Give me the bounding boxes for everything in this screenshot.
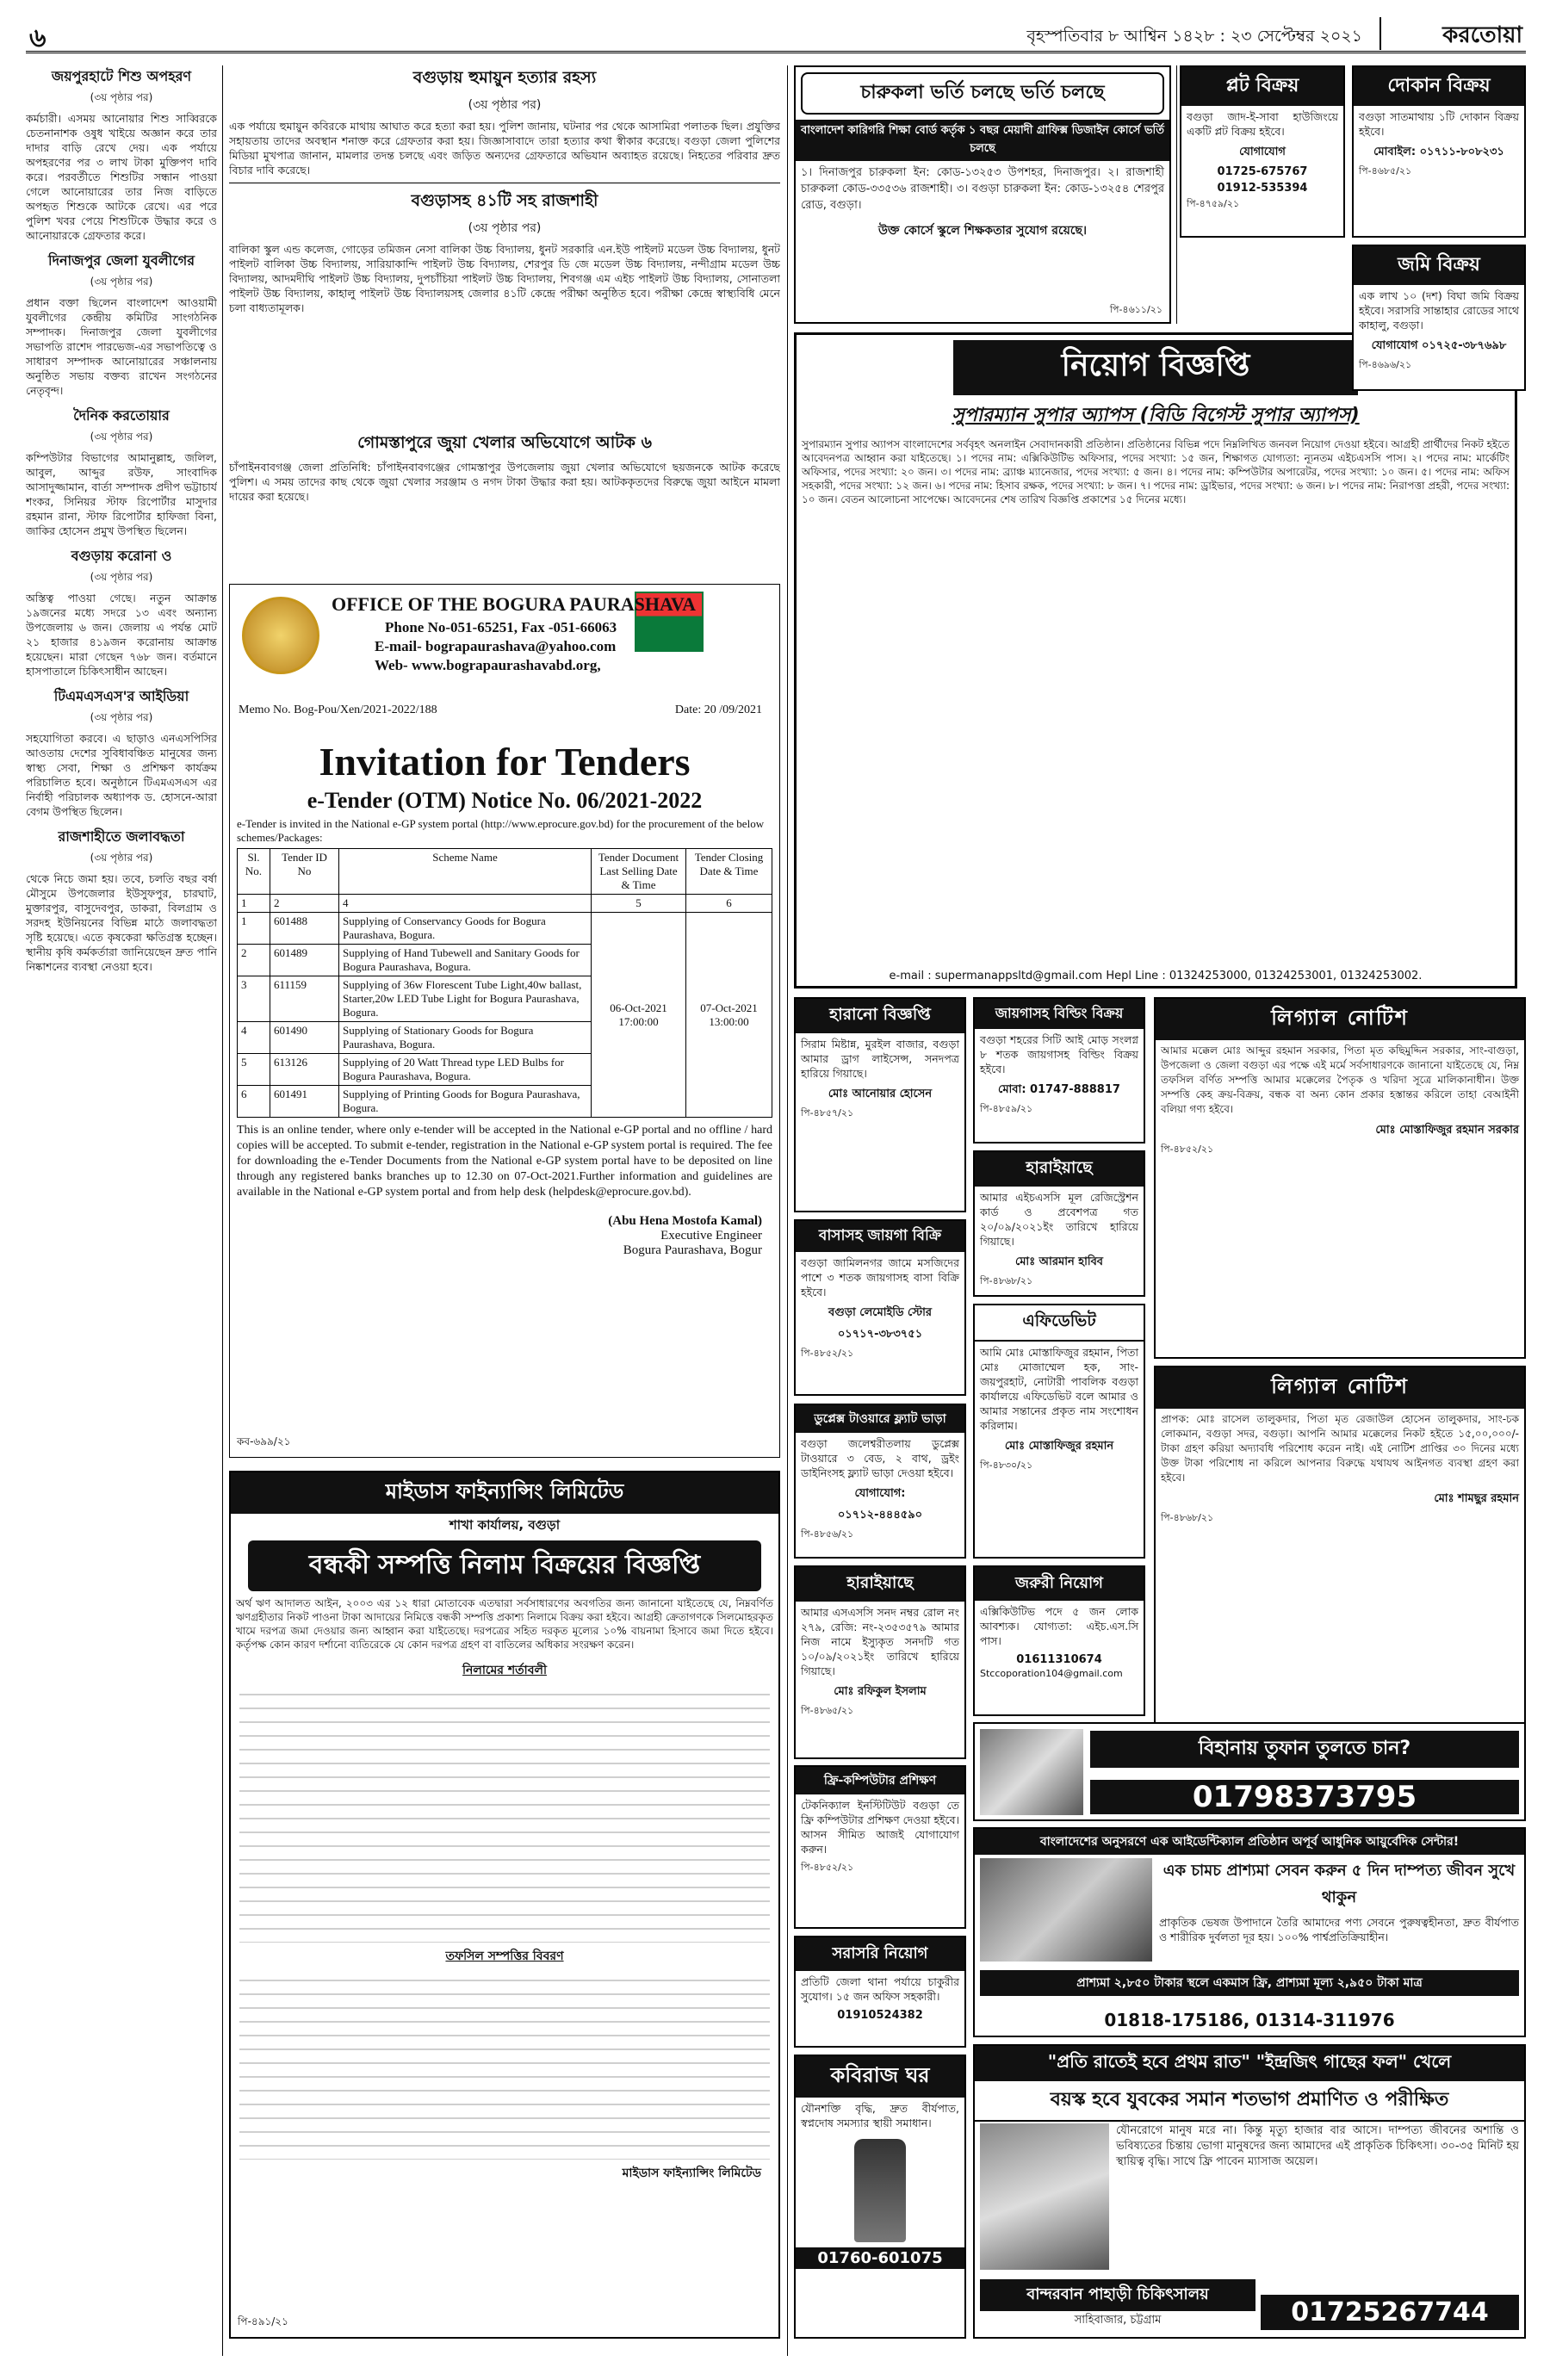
col-number: 1: [238, 895, 270, 913]
ad-code: পি-৪৮৬৫/২১: [801, 1705, 854, 1716]
ad-body: আমার এসএসসি সনদ নম্বর রোল নং ২৭৯, রেজি: নং-২৩৫৩৫৭৯ আমার নিজ নামে ইস্যুকৃত সনদটি গত ১০/০৯/২০২১ইং তারিখে হারিয়ে গিয়াছে।: [801, 1606, 959, 1677]
news-article: [26, 405, 217, 538]
indrajit-ad: [973, 2044, 1526, 2339]
ad-code: পি-৪৮৬৮/২১: [1161, 1512, 1214, 1523]
ad-title: জায়গাসহ বিল্ডিং বিক্রয়: [975, 999, 1144, 1029]
article-headline: দিনাজপুর জেলা যুবলীগের: [48, 252, 195, 269]
auction-branch: শাখা কার্যালয়, বগুড়া: [449, 1517, 561, 1533]
news-article: [26, 250, 217, 398]
auction-terms: [231, 1681, 778, 1946]
article-body: প্রধান বক্তা ছিলেন বাংলাদেশ আওয়ামী যুবলীগের কেন্দ্রীয় কমিটির সাংগঠনিক সম্পাদক। দিনাজপুর জেলা যুবলীগের সভাপতি রাশেদ পারভেজ-এর সভাপতিত্বে ও সাধারণ সম্পাদক আনোয়ারের সঞ্চালনায় অনুষ্ঠিত সভায় বক্তব্য রাখেন সংগঠনের নেতৃবৃন্দ।: [26, 296, 217, 397]
health-ad: [973, 1722, 1526, 1821]
cell-scheme: Supplying of Printing Goods for Bogura Paurashava, Bogura.: [339, 1086, 592, 1118]
news-article: [26, 685, 217, 819]
charukola-body: ১। দিনাজপুর চারুকলা ইন: কোড-১৩২৫৩ উপশহর, দিনাজপুর। ২। রাজশাহী চারুকলা কোড-৩৩৫৩৬ রাজশাহী। ৩। বগুড়া চারুকলা ইন: কোড-১৩২৫৪ শেরপুর রোড, বগুড়া।: [801, 166, 1164, 212]
column-divider: [1176, 65, 1177, 324]
phone-number: 01725267744: [1261, 2295, 1519, 2330]
article-body: এক পর্যায়ে হুমায়ুন কবিরকে মাথায় আঘাত করে হত্যা করা হয়। পুলিশ জানায়, ঘটনার পর থেকে আসামিরা পলাতক ছিল। প্রযুক্তির সহায়তায় তাদের অবস্থান শনাক্ত করে গ্রেফতার করা হয়। জিজ্ঞাসাবাদে তারা হত্যার কথা স্বীকার করেছে। বগুড়া জেলা পুলিশের মিডিয়া মুখপাত্র জানান, মামলার তদন্ত চলছে এবং জড়িত অন্যদের গ্রেফতারে অভিযান অব্যাহত রয়েছে। নিহতের পরিবার দ্রুত বিচার দাবি করেছে।: [229, 120, 780, 177]
phone-number: 01611310674: [1016, 1653, 1102, 1666]
tender-footer: This is an online tender, where only e-tender will be accepted in the National e-GP portal and no offline / hard copies will be accepted. To submit e-tender, registration in the National e-GP system portal is required. The fee for downloading the e-Tender Documents from the National e-GP system portal have to be deposited on line through any registered banks branches up to 12.30 on 07-Oct-2021.Further information and guidelines are available in the National e-GP system portal and from help desk (helpdesk@eprocure.gov.bd).: [237, 1124, 772, 1199]
article-sub: (৩য় পৃষ্ঠার পর): [90, 431, 153, 443]
house-sale-ad: [794, 1219, 966, 1396]
ad-title: জমি বিক্রয়: [1354, 246, 1524, 285]
ad-code: পি-৪৮৫২/২১: [1161, 1144, 1214, 1155]
job-circular-ad: [794, 332, 1517, 989]
footer-address: সাহিবাজার, চট্টগ্রাম: [1074, 2314, 1162, 2327]
ad-photo: [980, 1729, 1083, 1815]
col-header: Tender Closing Date & Time: [686, 849, 772, 895]
ad-signer: মোঃ আনোয়ার হোসেন: [828, 1088, 933, 1100]
phone-number: 01910524382: [837, 2009, 923, 2022]
legal-notice: [1154, 1366, 1526, 1726]
lost-notice: [794, 997, 966, 1212]
tender-signer-office: Bogura Paurashava, Bogur: [623, 1243, 762, 1257]
ad-code: পি-৪৮৩০/২১: [980, 1460, 1033, 1471]
article-headline: জয়পুরহাটে শিশু অপহরণ: [51, 68, 192, 84]
ad-title: হারাইয়াছে: [796, 1567, 964, 1602]
cell-sl: 3: [238, 976, 270, 1022]
ad-title: হারাইয়াছে: [975, 1152, 1144, 1187]
ad-contact: বগুড়া লেমোইডি স্টোর: [828, 1306, 933, 1319]
ad-body: যৌনরোগে মানুষ মরে না। কিন্তু মৃত্যু হাজার বার আসে। দাম্পত্য জীবনের অশান্তি ও ভবিষ্যতের চিন্তায় ভোগা মানুষদের জন্য আমাদের এই প্রাকৃতিক চিকিৎসা। ৩০-৩৫ মিনিট হয় স্থায়িত্ব বৃদ্ধি। সাথে ফ্রি পাবেন ম্যাসাজ অয়েল।: [1116, 2124, 1519, 2168]
middle-news-column: [229, 65, 780, 427]
ad-code: পি-৪৯১/২১: [238, 2315, 288, 2327]
kabiraj-ad: [794, 2055, 966, 2339]
land-sale-ad: [1352, 245, 1526, 391]
ad-title: জরুরী নিয়োগ: [975, 1567, 1144, 1601]
col-header: Tender ID No: [270, 849, 339, 895]
auction-terms-title: নিলামের শর্তাবলী: [462, 1664, 547, 1677]
phone-number: যোগাযোগ ০১৭২৫-৩৮৭৬৯৮: [1371, 339, 1507, 352]
ad-title: প্লট বিক্রয়: [1181, 67, 1343, 106]
ad-title: "প্রতি রাতেই হবে প্রথম রাত" "ইন্দ্রজিৎ গাছের ফল" খেলে: [975, 2046, 1524, 2081]
col-number: 2: [270, 895, 339, 913]
ad-price: প্রাশ্যমা ২,৮৫০ টাকার স্থলে একমাস ফ্রি, প্রাশ্যমা মূল্য ২,৯৫০ টাকা মাত্র: [980, 1970, 1519, 1996]
ad-title: বাসাসহ জায়গা বিক্রি: [796, 1221, 964, 1252]
phone-number: 01725-675767: [1217, 165, 1308, 178]
ad-code: পি-৪৮৬৮/২১: [980, 1275, 1033, 1286]
ad-code: পি-৪৮৫২/২১: [801, 1348, 854, 1359]
phone-number: 01818-175186, 01314-311976: [1104, 2010, 1395, 2030]
phone-number: মোবা: 01747-888817: [998, 1083, 1120, 1096]
cell-scheme: Supplying of Hand Tubewell and Sanitary Goods for Bogura Paurashava, Bogura.: [339, 945, 592, 976]
auction-property-title: তফসিল সম্পত্তির বিবরণ: [445, 1949, 564, 1963]
ad-body: বগুড়া সাতমাথায় ১টি দোকান বিক্রয় হইবে।: [1359, 110, 1519, 138]
phone-number: ০১৭১৭-৩৮৩৭৫১: [837, 1328, 923, 1341]
article-headline: দৈনিক করতোয়ার: [73, 407, 170, 424]
tender-intro: e-Tender is invited in the National e-GP system portal (http://www.eprocure.gov.bd) for the procurement of the below schemes/Packages:: [237, 817, 765, 844]
tender-date: Date: 20 /09/2021: [674, 703, 762, 716]
ad-title: ডুপ্লেক্স টাওয়ারে ফ্ল্যাট ভাড়া: [796, 1405, 964, 1433]
left-news-column: [26, 65, 217, 2356]
ad-code: পি-৪৬৮৫/২১: [1359, 165, 1412, 177]
article-body: বালিকা স্কুল এন্ড কলেজ, গোড়ের তমিজন নেসা বালিকা উচ্চ বিদ্যালয়, ধুনট সরকারি এন.ইউ পাইলট মডেল উচ্চ বিদ্যালয়, ধুনট পাইলট বালিকা উচ্চ বিদ্যালয়, সারিয়াকান্দি পাইলট উচ্চ বিদ্যালয়, শেরপুর ডি জে মডেল উচ্চ বিদ্যালয়, নন্দীগ্রাম মডেল উচ্চ বিদ্যালয়, আদমদীঘি পাইলট উচ্চ বিদ্যালয়, দুপচাঁচিয়া পাইলট উচ্চ বিদ্যালয়, শিবগঞ্জ এম এইচ পাইলট উচ্চ বিদ্যালয়, সোনাতলা পাইলট উচ্চ বিদ্যালয়, কাহালু পাইলট উচ্চ বিদ্যালয়সহ জেলার ৪১টি কেন্দ্রে পরীক্ষা অনুষ্ঠিত হবে। পরীক্ষা কেন্দ্রে স্বাস্থ্যবিধি মেনে চলা বাধ্যতামূলক।: [229, 243, 780, 314]
ad-body: টেকনিক্যাল ইনস্টিটিউট বগুড়া তে ফ্রি কম্পিউটার প্রশিক্ষণ দেওয়া হইবে। আসন সীমিত আজই যোগাযোগ করুন।: [801, 1799, 959, 1856]
cell-id: 601490: [270, 1022, 339, 1054]
page-number: ৬: [29, 23, 46, 53]
gambling-news: [229, 431, 780, 577]
article-sub: (৩য় পৃষ্ঠার পর): [90, 91, 153, 103]
article-headline: বগুড়ায় হুমায়ুন হত্যার রহস্য: [412, 68, 597, 87]
charukola-title: চারুকলা ভর্তি চলছে ভর্তি চলছে: [801, 72, 1164, 115]
job-email: e-mail : supermanappsltd@gmail.com Hepl Line : 01324253000, 01324253001, 01324253002.: [889, 970, 1423, 982]
tender-office: OFFICE OF THE BOGURA PAURASHAVA: [332, 593, 696, 615]
column-divider: [787, 65, 788, 2356]
col-number: 5: [592, 895, 686, 913]
column-divider: [222, 65, 223, 2356]
ad-contact-label: যোগাযোগ:: [854, 1487, 906, 1500]
ad-body: আমার এইচএসসি মূল রেজিস্ট্রেশন কার্ড ও প্রবেশপত্র গত ২০/০৯/২০২১ইং তারিখে হারিয়ে গিয়াছে।: [980, 1191, 1138, 1248]
ad-body: বগুড়া জামিলনগর জামে মসজিদের পাশে ৩ শতক জায়গাসহ বাসা বিক্রি হইবে।: [801, 1256, 959, 1298]
article-headline: বগুড়াসহ ৪১টি সহ রাজশাহী: [411, 191, 598, 210]
urgent-job-ad: [973, 1565, 1145, 1716]
cell-id: 601491: [270, 1086, 339, 1118]
article-headline: টিএমএসএস'র আইডিয়া: [53, 688, 189, 704]
cell-sl: 6: [238, 1086, 270, 1118]
ad-signer: মোঃ রফিকুল ইসলাম: [834, 1685, 927, 1698]
col-number: 4: [339, 895, 592, 913]
ad-subtitle: বয়স্ক হবে যুবকের সমান শতভাগ প্রমাণিত ও পরীক্ষিত: [975, 2081, 1524, 2122]
lost-notice: [794, 1565, 966, 1759]
auction-title: বন্ধকী সম্পত্তি নিলাম বিক্রয়ের বিজ্ঞপ্তি: [248, 1540, 761, 1591]
ad-signer: মোঃ আরমান হাবিব: [1014, 1255, 1104, 1268]
ad-code: কব-৬৯৯/২১: [237, 1435, 291, 1447]
masthead-logo: করতোয়া: [1380, 17, 1526, 50]
ad-body: আমি মোঃ মোস্তাফিজুর রহমান, পিতা মোঃ মোজাম্মেল হক, সাং-জয়পুরহাট, নোটারী পাবলিক বগুড়া কার্যালয়ে এফিডেভিট বলে আমার ও আমার সন্তানের প্রকৃত নাম সংশোধন করিলাম।: [980, 1346, 1138, 1432]
ad-body: বগুড়া জলেশ্বরীতলায় ডুপ্লেক্স টাওয়ারে ৩ বেড, ২ বাথ, ড্রইং ডাইনিংসহ ফ্ল্যাট ভাড়া দেওয়া হইবে।: [801, 1437, 959, 1479]
ad-body: সিরাম মিষ্টান্ন, মুরইল বাজার, বগুড়া আমার ড্রাগ লাইসেন্স, সনদপত্র হারিয়ে গিয়াছে।: [801, 1038, 959, 1080]
cell-selling: 06-Oct-2021 17:00:00: [592, 913, 686, 1118]
auction-signer: মাইডাস ফাইন্যান্সিং লিমিটেড: [622, 2166, 761, 2180]
computer-training-ad: [794, 1765, 966, 1929]
plot-sale-ad: [1180, 65, 1345, 238]
ad-title: হারানো বিজ্ঞপ্তি: [796, 999, 964, 1033]
article-sub: (৩য় পৃষ্ঠার পর): [90, 711, 153, 723]
ad-body: এক্সিকিউটিভ পদে ৫ জন লোক আবশ্যক। যোগ্যতা: এইচ.এস.সি পাস।: [980, 1605, 1138, 1647]
shop-sale-ad: [1352, 65, 1526, 238]
phone-number: 01798373795: [1090, 1780, 1519, 1814]
col-number: 6: [686, 895, 772, 913]
article-headline: গোমস্তাপুরে জুয়া খেলার অভিযোগে আটক ৬: [357, 433, 652, 452]
article-body: কর্মচারী। এসময় আনোয়ার শিশু সাব্বিরকে চেতনানাশক ওষুধ খাইয়ে অজ্ঞান করে তার দাদার বাড়ি রেখে দেয়। এক পর্যায়ে অপহরণের পর ৩ লাখ টাকা মুক্তিপণ দাবি করে। পরবর্তীতে শিশুটির সন্ধান পাওয়া গেলে আনোয়ারের তার নিজ বাড়িতে অপহৃত শিশুকে আটকে রেখে। এর পরে পুলিশ খবর পেয়ে শিশুটিকে উদ্ধার করে ও আনোয়ারকে গ্রেফতার করে।: [26, 112, 217, 242]
tender-web: Web- www.bograpaurashavabd.org,: [375, 657, 601, 673]
ad-title: কবিরাজ ঘর: [796, 2056, 964, 2098]
cell-scheme: Supplying of Conservancy Goods for Bogura Paurashava, Bogura.: [339, 913, 592, 945]
tender-signer-title: Executive Engineer: [660, 1229, 762, 1243]
ad-body: আমার মক্কেল মোঃ আব্দুর রহমান সরকার, পিতা মৃত কছিমুদ্দিন সরকার, সাং-বাগুড়া, উপজেলা ও জেলা বগুড়া এর পক্ষে এই মর্মে সর্বসাধারণকে জানানো যাইতেছে যে, নিম্ন তফসিল বর্ণিত সম্পত্তি আমার মক্কেলের পৈতৃক ও খরিদা সূত্রে মালিকানাধীন। উক্ত সম্পত্তি কেহ ক্রয়-বিক্রয়, বন্ধক বা অন্য কোন প্রকার হস্তান্তর করিলে তাহা বেআইনী বলিয়া গণ্য হইবে।: [1161, 1044, 1519, 1115]
phone-number: 01760-601075: [796, 2247, 964, 2269]
news-article: [26, 826, 217, 974]
legal-notice: [1154, 997, 1526, 1359]
ad-title: বাংলাদেশের অনুসরণে এক আইডেন্টিক্যাল প্রতিষ্ঠান অপূর্ব আধুনিক আয়ুর্বেদিক সেন্টার!: [975, 1829, 1524, 1855]
cell-sl: 5: [238, 1054, 270, 1086]
article-sub: (৩য় পৃষ্ঠার পর): [90, 852, 153, 864]
cell-scheme: Supplying of Stationary Goods for Bogura Paurashava, Bogura.: [339, 1022, 592, 1054]
date-line: বৃহস্পতিবার ৮ আশ্বিন ১৪২৮ : ২৩ সেপ্টেম্বর ২০২১: [1026, 27, 1362, 46]
cell-id: 611159: [270, 976, 339, 1022]
charukola-ad: [794, 65, 1171, 324]
ad-code: পি-৪৮৫৯/২১: [980, 1103, 1033, 1114]
article-body: থেকে নিচে জমা হয়। তবে, চলতি বছর বর্ষা মৌসুমে উপজেলার ইউসুফপুর, চারঘাট, মুক্তারপুর, বাসুদেবপুর, ডাকরা, বিলগ্রাম ও সরদহ ইউনিয়নের বিভিন্ন মাঠে জলাবদ্ধতা সৃষ্টি হয়েছে। এতে কৃষকেরা ক্ষতিগ্রস্ত হচ্ছেন। স্থানীয় কৃষি কর্মকর্তারা জানিয়েছেন দ্রুত পানি নিষ্কাশনের ব্যবস্থা নেওয়া হবে।: [26, 872, 217, 973]
ad-body: বগুড়া জাদ-ই-সাবা হাউজিংয়ে একটি প্লট বিক্রয় হইবে।: [1187, 110, 1338, 138]
job-company: সুপারম্যান সুপার অ্যাপস (বিডি বিগেস্ট সুপার অ্যাপস): [952, 405, 1360, 426]
ad-title: লিগ্যাল নোটিশ: [1156, 1367, 1524, 1409]
article-headline: রাজশাহীতে জলাবদ্ধতা: [58, 828, 185, 845]
ad-title: ফ্রি-কম্পিউটার প্রশিক্ষণ: [796, 1767, 964, 1794]
ad-slogan: এক চামচ প্রাশ্যমা সেবন করুন ৫ দিন দাম্পত্য জীবন সুখে থাকুন: [1162, 1862, 1516, 1906]
cell-sl: 1: [238, 913, 270, 945]
cell-id: 601488: [270, 913, 339, 945]
auction-company: মাইডাস ফাইন্যান্সিং লিমিটেড: [231, 1472, 778, 1514]
page-header: [26, 15, 1526, 53]
ad-contact-label: যোগাযোগ: [1239, 146, 1286, 158]
col-header: Tender Document Last Selling Date & Time: [592, 849, 686, 895]
direct-job-ad: [794, 1936, 966, 2048]
cell-sl: 2: [238, 945, 270, 976]
affidavit-ad: [973, 1304, 1145, 1559]
phone-number: 01912-535394: [1217, 182, 1308, 195]
ad-title: দোকান বিক্রয়: [1354, 67, 1524, 106]
ad-code: পি-৪৮৫৭/২১: [801, 1107, 854, 1119]
ad-title: বিহানায় তুফান তুলতে চান?: [1090, 1731, 1519, 1768]
tender-email: E-mail- bograpaurashava@yahoo.com: [375, 638, 617, 654]
ad-code: পি-৪৮৫২/২১: [801, 1862, 854, 1873]
article-body: অস্তিত্ব পাওয়া গেছে। নতুন আক্রান্ত ১৯জনের মধ্যে সদরে ১৩ এবং অন্যান্য উপজেলায় ৬ জন। জেলায় এ পর্যন্ত মোট ২১ হাজার ৪১৯জন করোনায় আক্রান্ত হয়েছেন। মারা গেছেন ৭৬৮ জন। বর্তমানে হাসপাতালে চিকিৎসাধীন আছেন।: [26, 592, 217, 678]
tender-table: [237, 848, 772, 1118]
auction-body: অর্থ ঋণ আদালত আইন, ২০০৩ এর ১২ ধারা মোতাবেক এতদ্বারা সর্বসাধারণের অবগতির জন্য জানানো যাইতেছে যে, নিম্নবর্ণিত ঋণগ্রহীতার নিকট পাওনা টাকা আদায়ের নিমিত্তে বন্ধকী সম্পত্তি প্রকাশ্য নিলামে বিক্রয় করা হইবে। আগ্রহী ক্রেতাগণকে সিলমোহরকৃত খামে দরপত্র জমা দেওয়ার জন্য আহ্বান করা যাইতেছে। দরপত্রের সহিত দরকৃত মূল্যের ১০% বায়নামা হিসাবে জমা দিতে হইবে। কর্তৃপক্ষ কোন কারণ দর্শানো ব্যতিরেকে যে কোন দরপত্র গ্রহণ বা বাতিলের অধিকার সংরক্ষণ করেন।: [236, 1597, 773, 1651]
article-body: কম্পিউটার বিভাগের আমানুল্লাহ, জলিল, আবুল, আব্দুর রউফ, সাংবাদিক আসাদুজ্জামান, বার্তা সম্পাদক প্রদীপ ভট্টাচার্য শংকর, সিনিয়র স্টাফ রিপোর্টার মাসুদার রহমান রানা, স্টাফ রিপোর্টার হাফিজা বিনা, জাকির হোসেন প্রমুখ উপস্থিত ছিলেন।: [26, 451, 217, 537]
cell-id: 613126: [270, 1054, 339, 1086]
article-sub: (৩য় পৃষ্ঠার পর): [90, 276, 153, 288]
lost-notice: [973, 1150, 1145, 1297]
flat-rent-ad: [794, 1404, 966, 1559]
ad-code: পি-৪৭৫৯/২১: [1187, 198, 1240, 209]
newspaper-page: [26, 15, 1526, 2366]
footer-name: বান্দরবান পাহাড়ী চিকিৎসালয়: [980, 2279, 1256, 2311]
ad-body: প্রাকৃতিক ভেষজ উপাদানে তৈরি আমাদের পণ্য সেবনে পুরুষত্বহীনতা, দ্রুত বীর্যপাত ও শারীরিক দুর্বলতা দূর হয়। ১০০% পার্শ্বপ্রতিক্রিয়াহীন।: [1159, 1916, 1519, 1943]
ad-body: প্রাপক: মোঃ রাসেল তালুকদার, পিতা মৃত রেজাউল হোসেন তালুকদার, সাং-চক লোকমান, বগুড়া সদর, বগুড়া। আপনি আমার মক্কেলের নিকট হইতে ১৫,০০,০০০/- টাকা গ্রহণ করিয়া অদ্যাবধি পরিশোধ করেন নাই। এই নোটিশ প্রাপ্তির ৩০ দিনের মধ্যে উক্ত টাকা পরিশোধ না করিলে আপনার বিরুদ্ধে যথাযথ আইনগত ব্যবস্থা গ্রহণ করা হইবে।: [1161, 1413, 1519, 1484]
tender-signer: (Abu Hena Mostofa Kamal): [608, 1214, 762, 1228]
ad-photo: [980, 1858, 1152, 1962]
article-headline: বগুড়ায় করোনা ও: [71, 548, 172, 564]
ad-signer: মোঃ শামছুর রহমান: [1434, 1492, 1519, 1505]
ad-signer: মোঃ মোস্তাফিজুর রহমান সরকার: [1375, 1124, 1519, 1137]
cell-sl: 4: [238, 1022, 270, 1054]
ad-photo: [980, 2123, 1109, 2270]
tender-title: Invitation for Tenders: [319, 740, 691, 784]
job-body: সুপারম্যান সুপার অ্যাপস বাংলাদেশের সর্ববৃহৎ অনলাইন সেবাদানকারী প্রতিষ্ঠান। প্রতিষ্ঠানের বিভিন্ন পদে নিম্নলিখিত জনবল নিয়োগ দেওয়া হইবে। আগ্রহী প্রার্থীদের নিকট হইতে আবেদনপত্র আহ্বান করা যাইতেছে। ১। পদের নাম: এক্সিকিউটিভ অফিসার, পদের সংখ্যা: ১৫ জন, শিক্ষাগত যোগ্যতা: ন্যূনতম এইচএসসি পাস। ২। পদের নাম: মার্কেটিং অফিসার, পদের সংখ্যা: ২০ জন। ৩। পদের নাম: ব্র্যাঞ্চ ম্যানেজার, পদের সংখ্যা: ৫ জন। ৪। পদের নাম: কম্পিউটার অপারেটর, পদের সংখ্যা: ১০ জন। ৫। পদের নাম: অফিস সহকারী, পদের সংখ্যা: ১২ জন। ৬। পদের নাম: হিসাব রক্ষক, পদের সংখ্যা: ৮ জন। ৭। পদের নাম: ড্রাইভার, পদের সংখ্যা: ৬ জন। ৮। পদের নাম: নিরাপত্তা প্রহরী, পদের সংখ্যা: ১০ জন। বেতন আলোচনা সাপেক্ষে। আবেদনের শেষ তারিখ বিজ্ঞপ্তি প্রকাশের ১৫ দিনের মধ্যে।: [802, 438, 1510, 505]
news-article: [26, 545, 217, 679]
bottle-image: [854, 2139, 906, 2242]
email: Stccoporation104@gmail.com: [980, 1668, 1123, 1679]
charukola-subtitle: বাংলাদেশ কারিগরি শিক্ষা বোর্ড কর্তৃক ১ বছর মেয়াদী গ্রাফিক্স ডিজাইন কোর্সে ভর্তি চলছে: [796, 120, 1169, 161]
article-sub: (৩য় পৃষ্ঠার পর): [468, 98, 542, 112]
ad-body: প্রতিটি জেলা থানা পর্যায়ে চাকুরীর সুযোগ। ১৫ জন অফিস সহকারী।: [801, 1975, 959, 2003]
cell-scheme: Supplying of 36w Florescent Tube Light,40w ballast, Starter,20w LED Tube Light for Bogura Paurashava, Bogura.: [339, 976, 592, 1022]
phone-number: ০১৭১২-৪৪৪৫৯০: [837, 1509, 923, 1522]
job-tag: নিয়োগ বিজ্ঞপ্তি: [953, 340, 1358, 395]
building-sale-ad: [973, 997, 1145, 1144]
article-body: সহযোগিতা করবে। এ ছাড়াও এনএসপিসির আওতায় দেশের সুবিধাবঞ্চিত মানুষের জন্য স্বাস্থ্য সেবা, শিক্ষা ও প্রশিক্ষণ কার্যক্রম পরিচালিত হবে। অনুষ্ঠানে টিএমএসএস এর নির্বাহী পরিচালক অধ্যাপক ড. হোসনে-আরা বেগম উপস্থিত ছিলেন।: [26, 732, 217, 818]
ad-title: লিগ্যাল নোটিশ: [1156, 999, 1524, 1040]
col-header: Scheme Name: [339, 849, 592, 895]
ad-title: এফিডেভিট: [975, 1305, 1144, 1342]
tender-phone: Phone No-051-65251, Fax -051-66063: [385, 619, 617, 635]
ad-title: সরাসরি নিয়োগ: [796, 1937, 964, 1971]
tender-memo: Memo No. Bog-Pou/Xen/2021-2022/188: [239, 703, 437, 716]
article-body: চাঁপাইনবাবগঞ্জ জেলা প্রতিনিধি: চাঁপাইনবাবগঞ্জের গোমস্তাপুর উপজেলায় জুয়া খেলার অভিযোগে ছয়জনকে আটক করেছে পুলিশ। এ সময় তাদের কাছ থেকে জুয়া খেলার সরঞ্জাম ও নগদ টাকা উদ্ধার করা হয়। আটককৃতদের বিরুদ্ধে জুয়া আইনে মামলা দায়ের করা হয়েছে।: [229, 461, 780, 503]
article-sub: (৩য় পৃষ্ঠার পর): [468, 221, 542, 235]
cell-closing: 07-Oct-2021 13:00:00: [686, 913, 772, 1118]
cell-id: 601489: [270, 945, 339, 976]
ad-code: পি-৪৬৯৬/২১: [1359, 359, 1412, 370]
col-header: Sl. No.: [238, 849, 270, 895]
phone-number: মোবাইল: ০১৭১১-৮০৮২৩১: [1373, 146, 1504, 158]
tender-notice-no: e-Tender (OTM) Notice No. 06/2021-2022: [307, 788, 703, 813]
table-row: [238, 913, 772, 945]
ad-body: এক লাখ ১০ (দশ) বিঘা জমি বিক্রয় হইবে। সরাসরি সান্তাহার রোডের সাথে কাহালু, বগুড়া।: [1359, 289, 1519, 332]
ad-code: পি-৪৮৫৬/২১: [801, 1528, 854, 1540]
paurashava-logo: [242, 597, 319, 674]
tender-notice: [229, 584, 780, 1458]
charukola-footer: উক্ত কোর্সে স্কুলে শিক্ষকতার সুযোগ রয়েছে।: [878, 224, 1087, 238]
ad-signer: মোঃ মোস্তাফিজুর রহমান: [1004, 1440, 1114, 1453]
ad-code: পি-৪৬১১/২১: [1109, 304, 1162, 315]
auction-notice: [229, 1471, 780, 2339]
article-sub: (৩য় পৃষ্ঠার পর): [90, 571, 153, 583]
cell-scheme: Supplying of 20 Watt Thread type LED Bulbs for Bogura Paurashava, Bogura.: [339, 1054, 592, 1086]
ayurveda-ad: [973, 1827, 1526, 2037]
ad-body: যৌনশক্তি বৃদ্ধি, দ্রুত বীর্যপাত, স্বপ্নদোষ সমস্যার স্থায়ী সমাধান।: [801, 2102, 959, 2129]
news-article: [26, 65, 217, 243]
ad-body: বগুড়া শহরের সিটি আই মোড় সংলগ্ন ৮ শতক জায়গাসহ বিল্ডিং বিক্রয় হইবে।: [980, 1033, 1138, 1075]
